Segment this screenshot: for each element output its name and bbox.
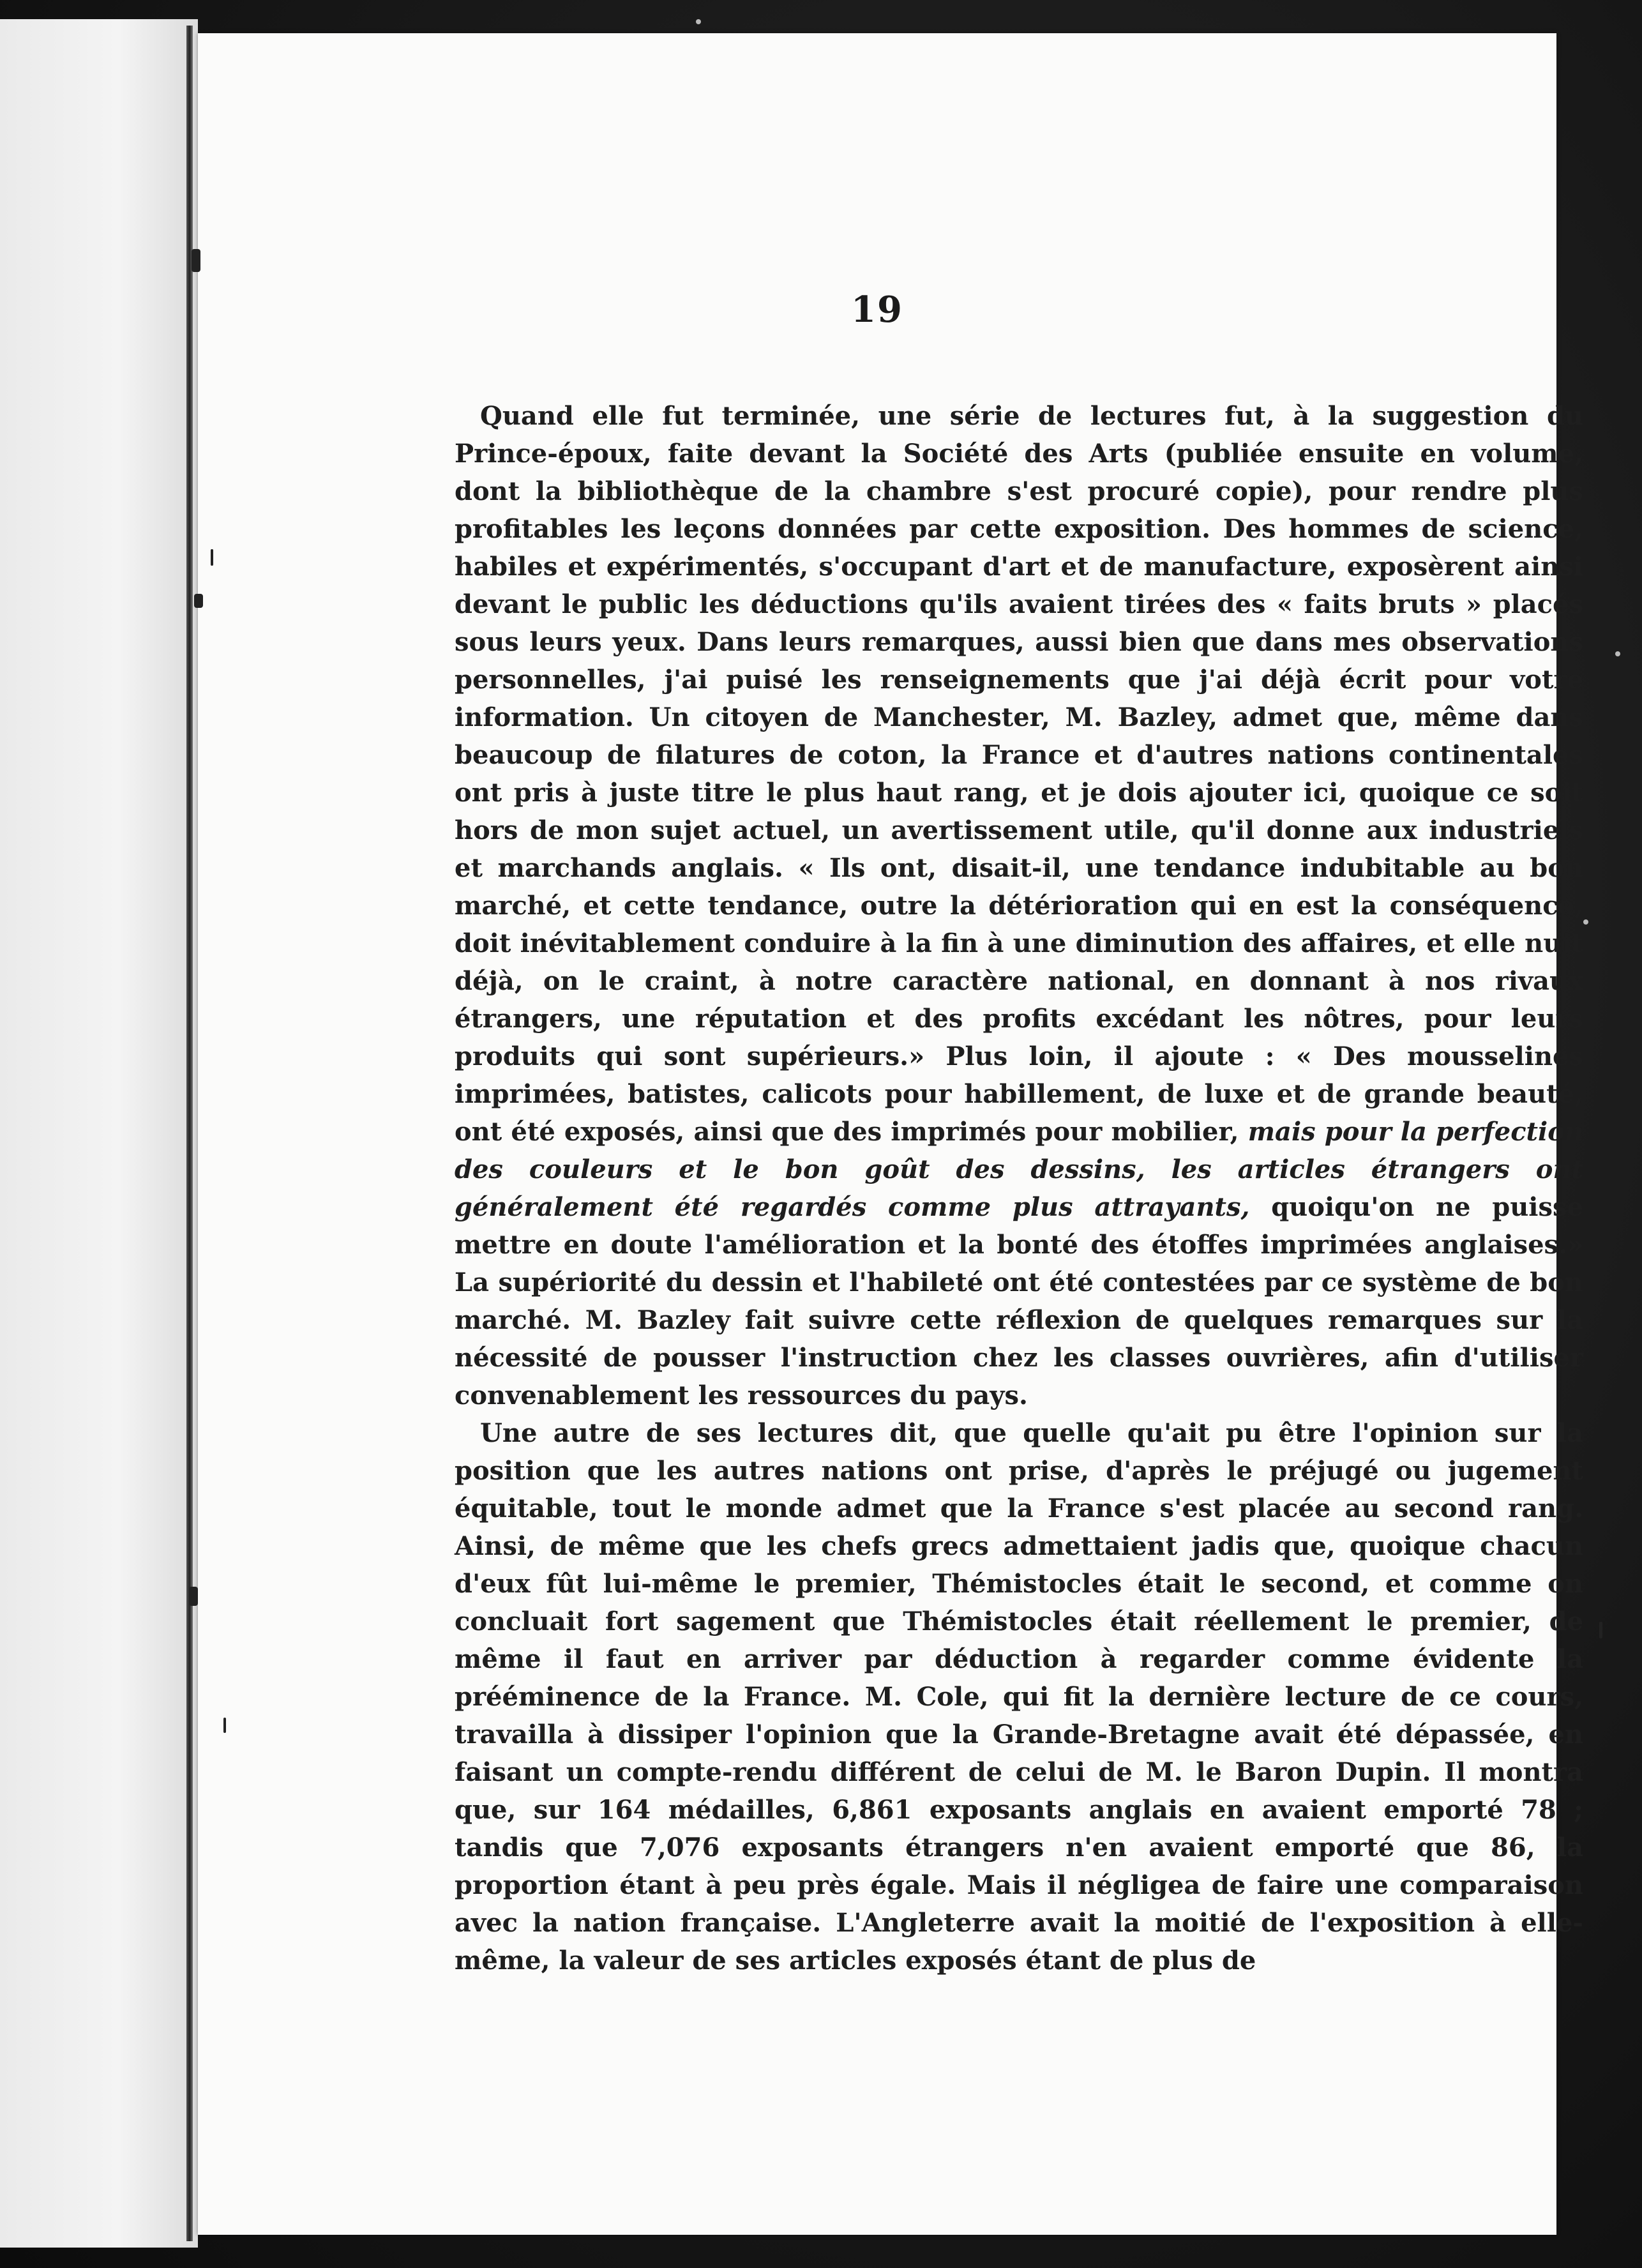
- scan-speck: [189, 1587, 198, 1606]
- paragraph-1-italic-segment: mais pour la perfection des couleurs et le bon goût des dessins, les articles étrangers ont généralement été regardés comme plus attrayants,: [455, 1117, 1583, 1222]
- left-page-edge: [0, 19, 198, 2248]
- paragraph-2-segment-1: Une autre de ses lectures dit, que quelle qu'ait pu être l'opinion sur la position que les autres nations ont prise, d'après le préjugé ou jugement équitable, tout le monde admet que la France s'est placée au second rang. Ainsi, de même que les chefs grecs admettaient jadis que, quoique chacun d'eux fût lui-même le premier, Thémistocles était le second, et comme on concluait fort sagement que Thémistocles était réellement le premier, de même il faut en arriver par déduction à regarder comme évidente la prééminence de la France. M. Cole, qui fit la dernière lecture de ce cours, travailla à dissiper l'opinion que la Grande-Bretagne avait été dépassée, en faisant un compte-rendu différent de celui de M. le Baron Dupin. Il montra que, sur 164 médailles, 6,861 exposants anglais en avaient emporté 78 ; tandis que 7,076 exposants étrangers n'en avaient emporté que 86, la proportion étant à peu près égale. Mais il négligea de faire une comparaison avec la nation française. L'Angleterre avait la moitié de l'exposition à elle-même, la valeur de ses articles exposés étant de plus de: [455, 1418, 1583, 1976]
- scan-speck: [1583, 919, 1588, 925]
- scan-speck: [1599, 1622, 1602, 1638]
- document-page: [198, 33, 1583, 2235]
- page-fold-shadow: [186, 26, 193, 2241]
- scan-speck: [223, 1718, 226, 1733]
- paragraph-1-segment-3: quoiqu'on ne puisse mettre en doute l'amélioration et la bonté des étoffes imprimées anglaises.» La supériorité du dessin et l'habileté ont été contestées par ce système de bon marché. M. Bazley fait suivre cette réflexion de quelques remarques sur la nécessité de pousser l'instruction chez les classes ouvrières, afin d'utiliser convenablement les ressources du pays.: [455, 1192, 1583, 1410]
- scan-speck: [696, 19, 701, 24]
- scan-speck: [194, 594, 203, 608]
- scan-speck: [1615, 651, 1620, 656]
- scan-speck: [211, 549, 213, 566]
- paragraph-1: [455, 397, 1583, 1414]
- scan-speck: [192, 249, 200, 272]
- paragraph-1-segment-1: Quand elle fut terminée, une série de lectures fut, à la suggestion du Prince-époux, faite devant la Société des Arts (publiée ensuite en volume, dont la bibliothèque de la chambre s'est procuré copie), pour rendre plus profitables les leçons données par cette exposition. Des hommes de science, habiles et expérimentés, s'occupant d'art et de manufacture, exposèrent ainsi devant le public les déductions qu'ils avaient tirées des « faits bruts » placés sous leurs yeux. Dans leurs remarques, aussi bien que dans mes observations personnelles, j'ai puisé les renseignements que j'ai déjà écrit pour votre information. Un citoyen de Manchester, M. Bazley, admet que, même dans beaucoup de filatures de coton, la France et d'autres nations continentales ont pris à juste titre le plus haut rang, et je dois ajouter ici, quoique ce soit hors de mon sujet actuel, un avertissement utile, qu'il donne aux industriels et marchands anglais. « Ils ont, disait-il, une tendance indubitable au bon marché, et cette tendance, outre la détérioration qui en est la conséquence, doit inévitablement conduire à la fin à une diminution des affaires, et elle nuit déjà, on le craint, à notre caractère national, en donnant à nos rivaux étrangers, une réputation et des profits excédant les nôtres, pour leurs produits qui sont supérieurs.» Plus loin, il ajoute : « Des mousselines imprimées, batistes, calicots pour habillement, de luxe et de grande beauté, ont été exposés, ainsi que des imprimés pour mobilier,: [455, 401, 1583, 1147]
- page-number: 19: [851, 289, 903, 331]
- paragraph-2: [455, 1414, 1583, 1979]
- body-text: [455, 397, 1583, 1979]
